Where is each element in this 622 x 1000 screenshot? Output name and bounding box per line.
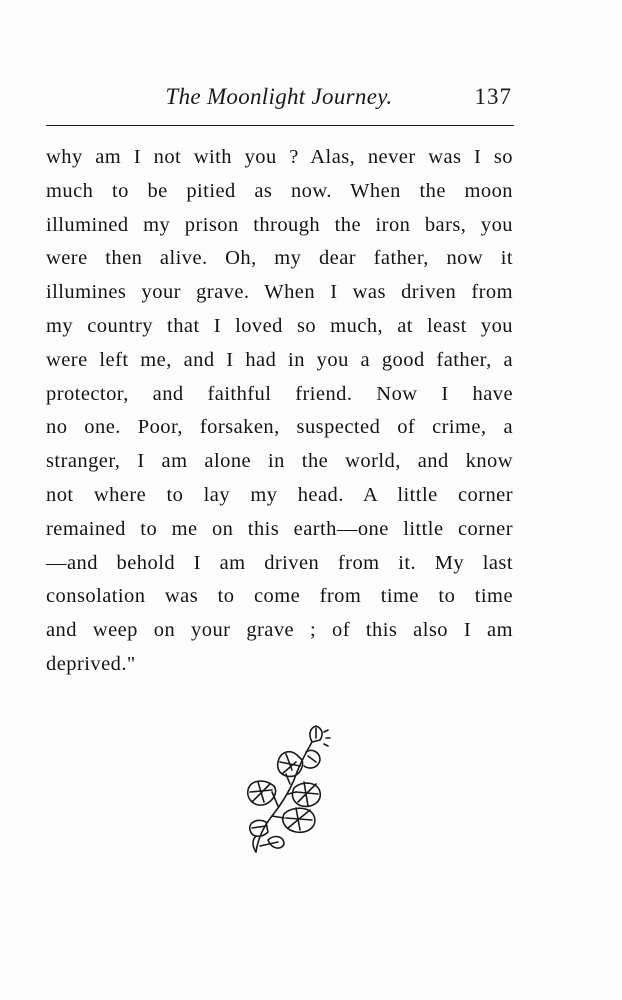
page-number: 137 (474, 84, 512, 109)
text-line: and weep on your grave ; of this also I am (46, 619, 513, 642)
running-title: The Moonlight Journey. (165, 84, 393, 109)
text-line: my country that I loved so much, at least you (46, 314, 513, 337)
text-line: why am I not with you ? Alas, never was I so (46, 146, 513, 168)
text-line: were then alive. Oh, my dear father, now it (46, 247, 513, 270)
text-line: no one. Poor, forsaken, suspected of crime, a (46, 416, 513, 439)
text-line: illumines your grave. When I was driven from (46, 281, 513, 304)
text-line: illumined my prison through the iron bars, you (46, 213, 513, 236)
text-line: were left me, and I had in you a good father, a (46, 348, 513, 371)
text-line: stranger, I am alone in the world, and know (46, 450, 513, 473)
body-text (46, 141, 513, 682)
text-line: much to be pitied as now. When the moon (46, 179, 513, 202)
text-line: remained to me on this earth—one little corner (46, 517, 513, 540)
text-line: consolation was to come from time to time (46, 585, 513, 608)
text-line: not where to lay my head. A little corner (46, 483, 513, 506)
ivy-leaf-tailpiece-icon (238, 722, 334, 858)
text-line: deprived." (46, 652, 136, 675)
text-line: —and behold I am driven from it. My last (46, 551, 513, 574)
text-line: protector, and faithful friend. Now I have (46, 382, 513, 405)
header-rule (46, 125, 514, 126)
running-head (46, 82, 512, 118)
